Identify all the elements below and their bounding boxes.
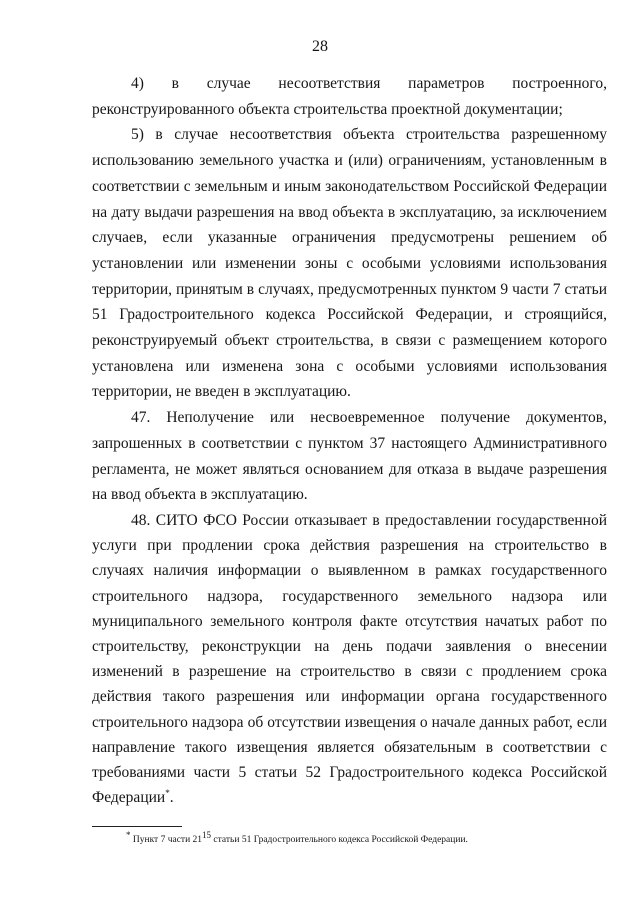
paragraph-item-5: 5) в случае несоответствия объекта строительства разрешенному использованию земельного участка и (или) ограничениям, установленным в соответствии с земельным и иным законодательством Российской Федерации на дату выдачи разрешения на ввод объекта в эксплуатацию, за исключением случаев, если указанные ограничения предусмотрены решением об установлении или изменении зоны с особыми условиями использования территории, принятым в случаях, предусмотренных пунктом 9 части 7 статьи 51 Градостроительного кодекса Российской Федерации, и строящийся, реконструируемый объект строительства, в связи с размещением которого установлена или изменена зона с особыми условиями использования территории, не введен в эксплуатацию. bbox=[92, 126, 607, 401]
footnote-text-start: Пункт 7 части 21 bbox=[132, 835, 203, 845]
page-number: 28 bbox=[312, 38, 328, 55]
footnote-separator bbox=[92, 826, 182, 827]
paragraph-48: 48. СИТО ФСО России отказывает в предоставлении государственной услуги при продлении срока действия разрешения на строительство в случаях наличия информации о выявленном в рамках государственного строительного надзора, государственного земельного надзора или муниципального земельного контроля факте отсутствия начатых работ по строительству, реконструкции на день подачи заявления о внесении изменений в разрешение на строительство в связи с продлением срока действия такого разрешения или информации органа государственного строительного надзора об отсутствии извещения о начале данных работ, если направление такого извещения является обязательным в соответствии с требованиями части 5 статьи 52 Градостроительного кодекса Российской Федерации*. bbox=[92, 511, 607, 807]
footnote-text-end: статьи 51 Градостроительного кодекса Российской Федерации. bbox=[211, 835, 468, 845]
footnote-reference: * bbox=[165, 788, 170, 799]
footnote-superscript: 15 bbox=[202, 829, 212, 840]
paragraph-47: 47. Неполучение или несвоевременное получение документов, запрошенных в соответствии с пунктом 37 настоящего Административного регламента, не может являться основанием для отказа в выдаче разрешения на ввод объекта в эксплуатацию. bbox=[92, 409, 607, 504]
body-text bbox=[92, 71, 607, 810]
footnote-mark: * bbox=[126, 829, 131, 840]
paragraph-item-4: 4) в случае несоответствия параметров построенного, реконструированного объекта строительства проектной документации; bbox=[92, 75, 607, 118]
footnote bbox=[126, 829, 616, 846]
paragraph-48-text: 48. СИТО ФСО России отказывает в предоставлении государственной услуги при продлении срока действия разрешения на строительство в случаях наличия информации о выявленном в рамках государственного строительного надзора, государственного земельного надзора или муниципального земельного контроля факте отсутствия начатых работ по строительству, реконструкции на день подачи заявления о внесении изменений в разрешение на строительство в связи с продлением срока действия такого разрешения или информации органа государственного строительного надзора об отсутствии извещения о начале данных работ, если направление такого извещения является обязательным в соответствии с требованиями части 5 статьи 52 Градостроительного кодекса Российской Федерации bbox=[92, 511, 607, 807]
